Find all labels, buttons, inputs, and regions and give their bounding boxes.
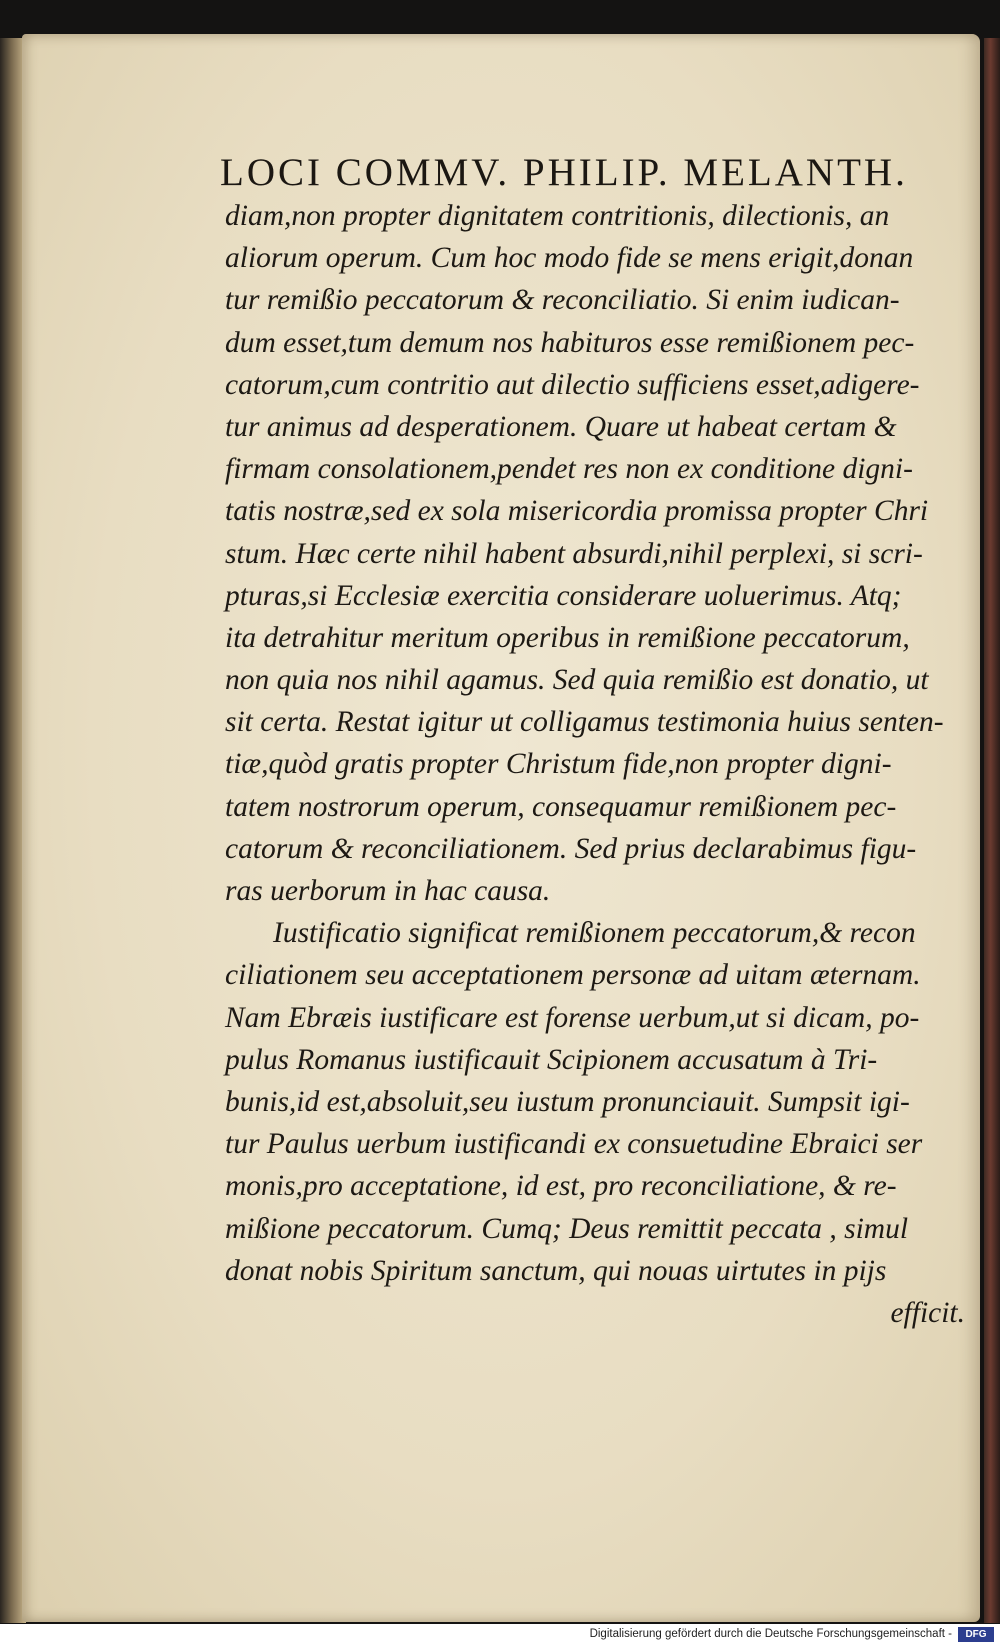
text-line: bunis,id est,absoluit,seu iustum pronunciauit. Sumpsit igi- [225, 1085, 910, 1118]
text-line: Nam Ebræis iustificare est forense uerbum,ut si dicam, po- [225, 1001, 920, 1034]
text-line: aliorum operum. Cum hoc modo fide se mens erigit,donan [225, 242, 914, 275]
text-line: diam,non propter dignitatem contritionis, dilectionis, an [225, 200, 890, 232]
paragraph-first-line: Iustificatio significat remißionem peccatorum,& recon [273, 917, 916, 950]
body-text [225, 195, 975, 1334]
text-line: pulus Romanus iustificauit Scipionem accusatum à Tri- [225, 1043, 878, 1076]
text-line: firmam consolationem,pendet res non ex conditione digni- [225, 453, 913, 486]
catchword: efficit. [890, 1296, 965, 1329]
text-line: tur animus ad desperationem. Quare ut habeat certam & [225, 410, 897, 443]
text-line: catorum,cum contritio aut dilectio sufficiens esset,adigere- [225, 368, 920, 401]
text-line: donat nobis Spiritum sanctum, qui nouas uirtutes in pijs [225, 1254, 887, 1287]
text-line: pturas,si Ecclesiæ exercitia considerare uoluerimus. Atq; [225, 579, 902, 612]
text-line: tatis nostræ,sed ex sola misericordia promissa propter Chri [225, 495, 929, 528]
text-line: tatem nostrorum operum, consequamur remißionem pec- [225, 790, 897, 823]
running-header: LOCI COMMV. PHILIP. MELANTH. [220, 151, 908, 194]
text-line: ciliationem seu acceptationem personæ ad uitam æternam. [225, 959, 921, 992]
text-line: mißione peccatorum. Cumq; Deus remittit peccata , simul [225, 1212, 909, 1245]
text-line: ras uerborum in hac causa. [225, 875, 551, 907]
text-line: catorum & reconciliationem. Sed prius declarabimus figu- [225, 832, 917, 865]
text-line: non quia nos nihil agamus. Sed quia remißio est donatio, ut [225, 664, 929, 697]
text-line: stum. Hæc certe nihil habent absurdi,nihil perplexi, si scri- [225, 537, 923, 570]
text-line: dum esset,tum demum nos habituros esse remißionem pec- [225, 326, 915, 359]
text-line: tur Paulus uerbum iustificandi ex consuetudine Ebraici ser [225, 1128, 923, 1161]
text-line: tur remißio peccatorum & reconciliatio. Si enim iudican- [225, 284, 900, 317]
text-line: tiæ,quòd gratis propter Christum fide,non propter digni- [225, 748, 892, 781]
text-line: ita detrahitur meritum operibus in remißione peccatorum, [225, 621, 910, 654]
text-line: sit certa. Restat igitur ut colligamus testimonia huius senten- [225, 706, 944, 739]
dfg-logo: DFG [958, 1627, 994, 1642]
book-binding-edge [984, 38, 1000, 1623]
text-line: monis,pro acceptatione, id est, pro reconciliatione, & re- [225, 1170, 897, 1203]
footer-credit: Digitalisierung gefördert durch die Deutsche Forschungsgemeinschaft - [589, 1628, 952, 1640]
